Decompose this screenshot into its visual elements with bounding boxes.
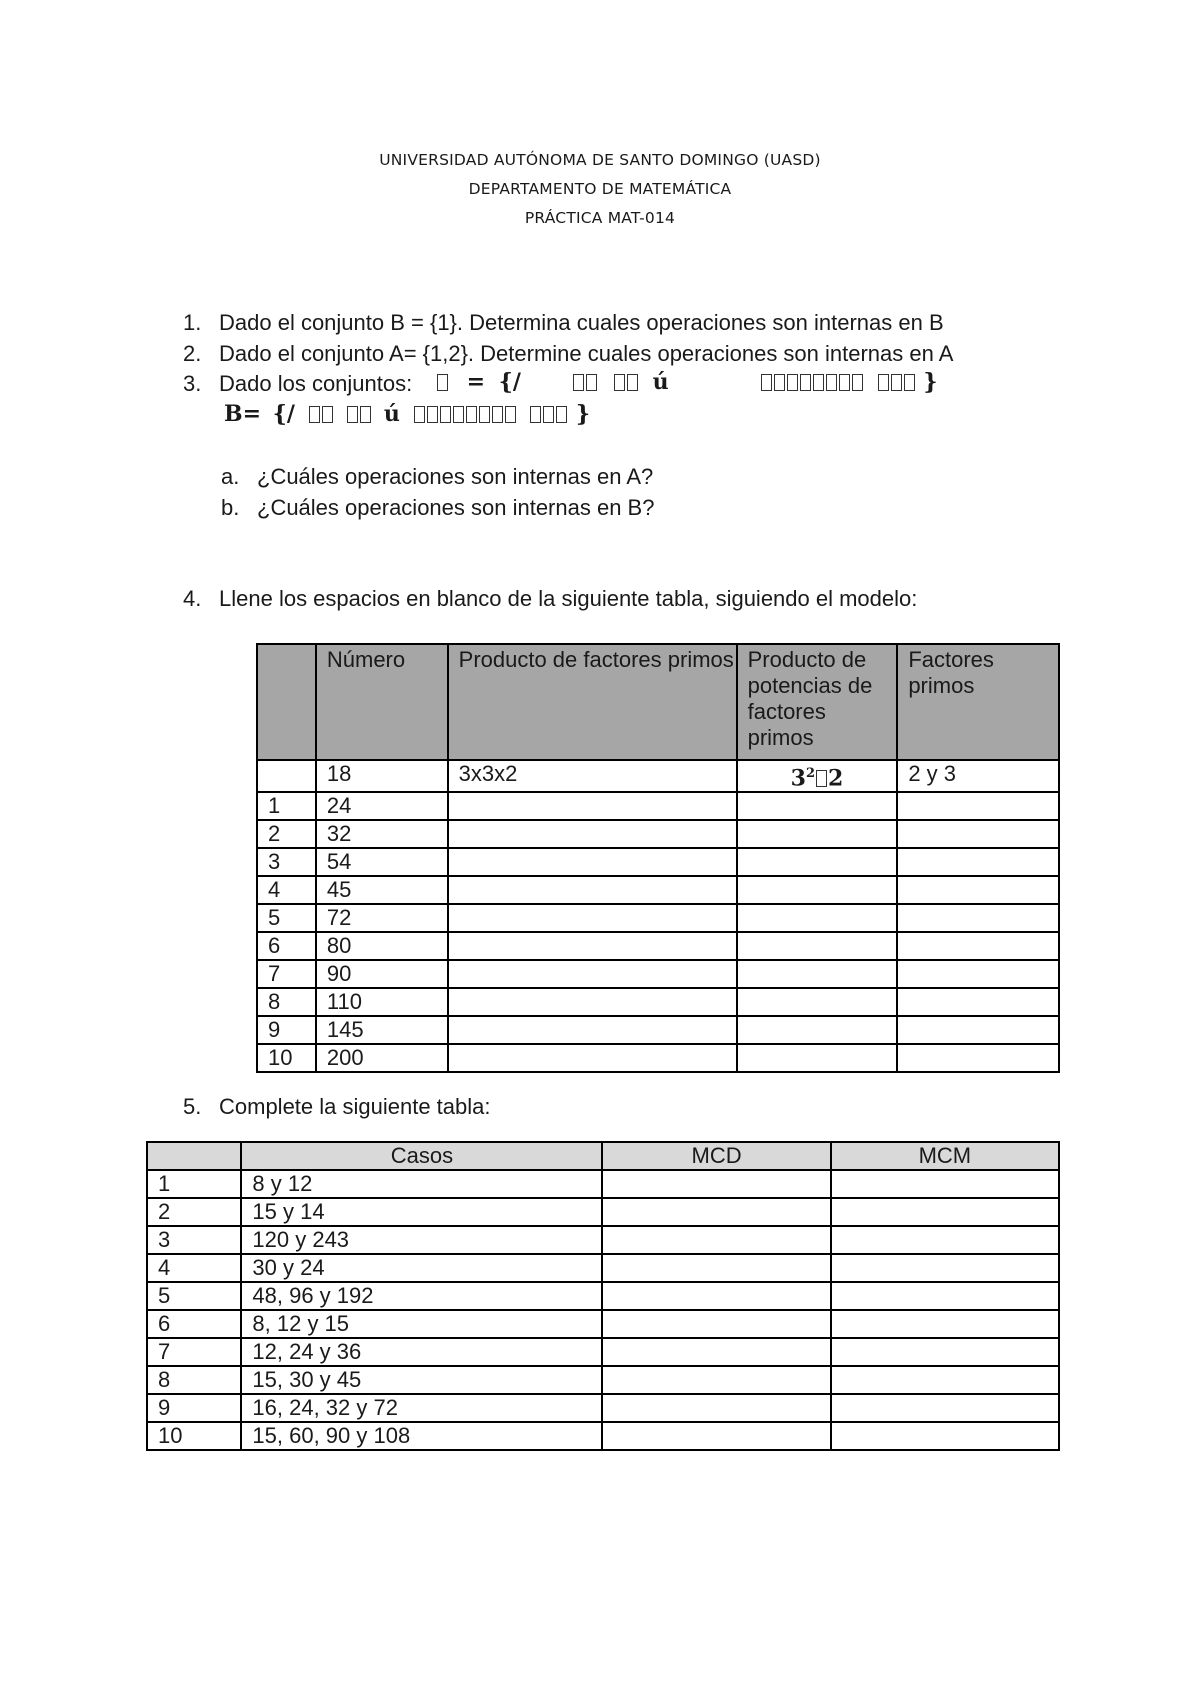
cell-powers[interactable] [737, 932, 898, 960]
cell-product[interactable] [448, 848, 737, 876]
cell-powers[interactable] [737, 960, 898, 988]
cell-factors[interactable] [897, 988, 1059, 1016]
cell-case: 12, 24 y 36 [241, 1338, 602, 1366]
table-row [147, 1198, 1059, 1226]
missing-glyph-icon [761, 374, 772, 391]
column-header-index [147, 1142, 241, 1170]
cell-factors[interactable] [897, 848, 1059, 876]
missing-glyph-icon [904, 374, 915, 391]
missing-glyph-icon [440, 406, 451, 423]
question-text: Dado el conjunto B = {1}. Determina cuales operaciones son internas en B [219, 310, 944, 335]
table-row [257, 792, 1059, 820]
missing-glyph-icon [453, 406, 464, 423]
missing-glyph-icon [322, 406, 333, 423]
question-text: Dado los conjuntos: [219, 371, 413, 396]
column-header-mcm: MCM [831, 1142, 1059, 1170]
cell-product[interactable] [448, 1016, 737, 1044]
cell-number: 54 [316, 848, 448, 876]
cell-product[interactable] [448, 932, 737, 960]
question-text: Complete la siguiente tabla: [219, 1094, 491, 1119]
sub-question-label: b. [221, 495, 240, 520]
sub-question-text: ¿Cuáles operaciones son internas en A? [257, 464, 654, 489]
cell-index: 5 [257, 904, 316, 932]
missing-glyph-icon [466, 406, 477, 423]
set-b-prefix: B= [224, 401, 262, 427]
set-a-accent: ú [652, 369, 669, 395]
header-university: UNIVERSIDAD AUTÓNOMA DE SANTO DOMINGO (UASD) [379, 151, 821, 169]
cell-index: 6 [147, 1310, 241, 1338]
cell-factors: 2 y 3 [897, 760, 1059, 792]
cell-factors[interactable] [897, 820, 1059, 848]
table-row [147, 1310, 1059, 1338]
table-row [257, 988, 1059, 1016]
cell-mcm[interactable] [831, 1394, 1059, 1422]
cell-index: 4 [147, 1254, 241, 1282]
cell-number: 80 [316, 932, 448, 960]
missing-glyph-icon [813, 374, 824, 391]
cell-powers[interactable] [737, 876, 898, 904]
cell-product[interactable] [448, 876, 737, 904]
question-text: Llene los espacios en blanco de la siguiente tabla, siguiendo el modelo: [219, 586, 918, 611]
cell-number: 200 [316, 1044, 448, 1072]
missing-glyph-icon [614, 374, 625, 391]
cell-powers[interactable] [737, 848, 898, 876]
missing-glyph-icon [891, 374, 902, 391]
cell-mcm[interactable] [831, 1310, 1059, 1338]
column-header-index [257, 644, 316, 760]
question-number: 3. [183, 371, 202, 396]
cell-number: 110 [316, 988, 448, 1016]
cell-mcd[interactable] [602, 1254, 830, 1282]
question-number: 5. [183, 1094, 202, 1119]
column-header-factors: Factores primos [897, 644, 1059, 760]
cell-case: 15 y 14 [241, 1198, 602, 1226]
cell-index: 3 [147, 1226, 241, 1254]
missing-glyph-icon [505, 406, 516, 423]
cell-case: 120 y 243 [241, 1226, 602, 1254]
missing-glyph-icon [627, 374, 638, 391]
cell-index: 10 [147, 1422, 241, 1450]
table-row [147, 1170, 1059, 1198]
table-row [147, 1394, 1059, 1422]
cell-factors[interactable] [897, 792, 1059, 820]
missing-glyph-icon [427, 406, 438, 423]
missing-glyph-icon [573, 374, 584, 391]
column-header-cases: Casos [241, 1142, 602, 1170]
power-exponent: 2 [805, 766, 815, 781]
cell-index: 8 [147, 1366, 241, 1394]
table-row [147, 1282, 1059, 1310]
table-row [257, 932, 1059, 960]
missing-glyph-icon [816, 770, 827, 787]
question-number: 4. [183, 586, 202, 611]
column-header-number: Número [316, 644, 448, 760]
cell-product[interactable] [448, 1044, 737, 1072]
cell-index: 2 [147, 1198, 241, 1226]
cell-number: 18 [316, 760, 448, 792]
cell-product[interactable] [448, 792, 737, 820]
cell-index: 6 [257, 932, 316, 960]
cell-case: 8, 12 y 15 [241, 1310, 602, 1338]
missing-glyph-icon [530, 406, 541, 423]
cell-case: 15, 30 y 45 [241, 1366, 602, 1394]
set-a-open: {/ [498, 369, 521, 395]
table-row [147, 1338, 1059, 1366]
set-a-equals: = [466, 369, 486, 395]
cell-mcd[interactable] [602, 1394, 830, 1422]
missing-glyph-icon [878, 374, 889, 391]
column-header-mcd: MCD [602, 1142, 830, 1170]
question-number: 2. [183, 341, 202, 366]
missing-glyph-icon [360, 406, 371, 423]
cell-number: 32 [316, 820, 448, 848]
missing-glyph-icon [839, 374, 850, 391]
cell-product[interactable] [448, 960, 737, 988]
cell-case: 16, 24, 32 y 72 [241, 1394, 602, 1422]
missing-glyph-icon [437, 374, 448, 391]
missing-glyph-icon [586, 374, 597, 391]
cell-powers[interactable] [737, 904, 898, 932]
document-header [0, 146, 1200, 233]
header-practice: PRÁCTICA MAT-014 [524, 209, 676, 227]
cell-mcd[interactable] [602, 1366, 830, 1394]
question-number: 1. [183, 310, 202, 335]
table-row [257, 1044, 1059, 1072]
cell-factors[interactable] [897, 1016, 1059, 1044]
missing-glyph-icon [492, 406, 503, 423]
cell-mcd[interactable] [602, 1226, 830, 1254]
set-a-close: } [923, 369, 938, 395]
cell-product: 3x3x2 [448, 760, 737, 792]
cell-powers[interactable] [737, 1044, 898, 1072]
table-row [257, 848, 1059, 876]
cell-index: 1 [257, 792, 316, 820]
set-b-accent: ú [383, 401, 400, 427]
cell-factors[interactable] [897, 904, 1059, 932]
cell-number: 72 [316, 904, 448, 932]
cell-mcd[interactable] [602, 1170, 830, 1198]
cell-powers[interactable] [737, 792, 898, 820]
cell-factors[interactable] [897, 932, 1059, 960]
table-header-row [147, 1142, 1059, 1170]
table-row [147, 1422, 1059, 1450]
missing-glyph-icon [309, 406, 320, 423]
cell-product[interactable] [448, 904, 737, 932]
cell-mcd[interactable] [602, 1282, 830, 1310]
cell-mcm[interactable] [831, 1170, 1059, 1198]
missing-glyph-icon [543, 406, 554, 423]
sub-question-label: a. [221, 464, 240, 489]
missing-glyph-icon [774, 374, 785, 391]
cell-index: 1 [147, 1170, 241, 1198]
set-b-definition [224, 401, 590, 427]
sub-question-text: ¿Cuáles operaciones son internas en B? [257, 495, 655, 520]
header-department: DEPARTAMENTO DE MATEMÁTICA [468, 180, 732, 198]
cell-number: 45 [316, 876, 448, 904]
cell-mcd[interactable] [602, 1422, 830, 1450]
cell-powers [737, 760, 898, 792]
missing-glyph-icon [852, 374, 863, 391]
cell-factors[interactable] [897, 876, 1059, 904]
cell-index: 7 [147, 1338, 241, 1366]
cell-mcm[interactable] [831, 1422, 1059, 1450]
cell-index [257, 760, 316, 792]
column-header-powers: Producto de potencias de factores primos [737, 644, 898, 760]
cell-index: 2 [257, 820, 316, 848]
table-row [257, 876, 1059, 904]
table-header-row [257, 644, 1059, 760]
missing-glyph-icon [787, 374, 798, 391]
cell-mcm[interactable] [831, 1198, 1059, 1226]
cell-case: 48, 96 y 192 [241, 1282, 602, 1310]
cell-mcm[interactable] [831, 1366, 1059, 1394]
cell-powers[interactable] [737, 1016, 898, 1044]
missing-glyph-icon [556, 406, 567, 423]
cell-product[interactable] [448, 820, 737, 848]
prime-factors-table [256, 643, 1060, 1073]
missing-glyph-icon [347, 406, 358, 423]
cell-mcd[interactable] [602, 1338, 830, 1366]
cell-number: 24 [316, 792, 448, 820]
cell-case: 8 y 12 [241, 1170, 602, 1198]
table-row [257, 820, 1059, 848]
cell-index: 4 [257, 876, 316, 904]
cell-index: 5 [147, 1282, 241, 1310]
cell-mcd[interactable] [602, 1198, 830, 1226]
cell-factors[interactable] [897, 1044, 1059, 1072]
cell-index: 3 [257, 848, 316, 876]
question-text: Dado el conjunto A= {1,2}. Determine cuales operaciones son internas en A [219, 341, 954, 366]
table-row [257, 960, 1059, 988]
gcd-lcm-table [146, 1141, 1060, 1451]
cell-powers[interactable] [737, 820, 898, 848]
table-row-model [257, 760, 1059, 792]
missing-glyph-icon [414, 406, 425, 423]
cell-number: 145 [316, 1016, 448, 1044]
cell-mcm[interactable] [831, 1226, 1059, 1254]
column-header-product: Producto de factores primos [448, 644, 737, 760]
cell-factors[interactable] [897, 960, 1059, 988]
set-b-open: {/ [272, 401, 295, 427]
cell-number: 90 [316, 960, 448, 988]
cell-mcm[interactable] [831, 1282, 1059, 1310]
cell-index: 9 [147, 1394, 241, 1422]
table-row [257, 904, 1059, 932]
set-b-close: } [575, 401, 591, 427]
cell-powers[interactable] [737, 988, 898, 1016]
cell-mcm[interactable] [831, 1254, 1059, 1282]
cell-index: 8 [257, 988, 316, 1016]
power-base: 3 [790, 765, 806, 792]
cell-product[interactable] [448, 988, 737, 1016]
cell-index: 7 [257, 960, 316, 988]
set-a-definition [436, 369, 938, 395]
power-rest: 2 [827, 765, 844, 792]
cell-mcm[interactable] [831, 1338, 1059, 1366]
cell-index: 10 [257, 1044, 316, 1072]
table-row [257, 1016, 1059, 1044]
cell-mcd[interactable] [602, 1310, 830, 1338]
table-row [147, 1366, 1059, 1394]
cell-case: 30 y 24 [241, 1254, 602, 1282]
table-row [147, 1226, 1059, 1254]
cell-index: 9 [257, 1016, 316, 1044]
table-row [147, 1254, 1059, 1282]
missing-glyph-icon [800, 374, 811, 391]
cell-case: 15, 60, 90 y 108 [241, 1422, 602, 1450]
missing-glyph-icon [826, 374, 837, 391]
missing-glyph-icon [479, 406, 490, 423]
